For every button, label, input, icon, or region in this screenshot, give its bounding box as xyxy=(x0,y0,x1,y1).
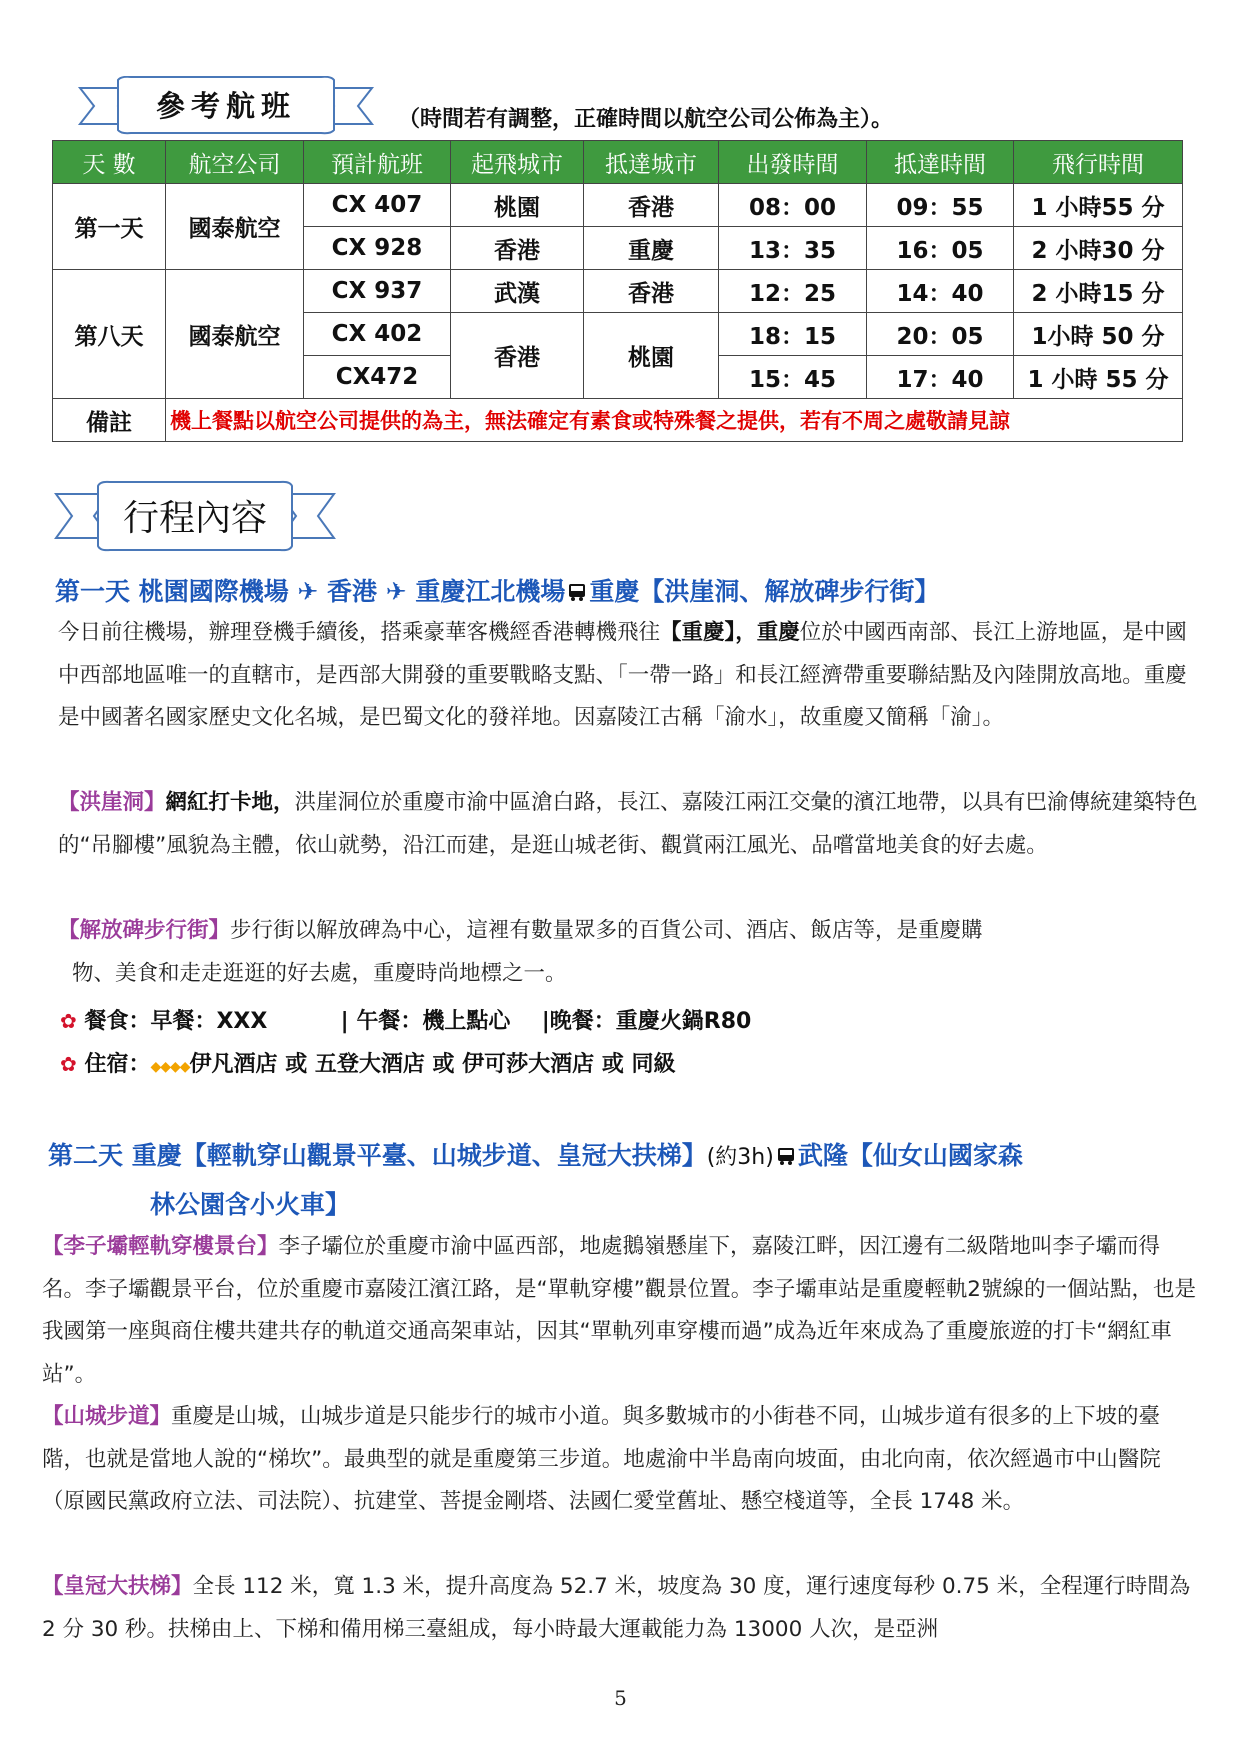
day1-intro-text: 今日前往機場，辦理登機手續後，搭乘豪華客機經香港轉機飛往 xyxy=(58,620,661,645)
to-city-cell: 重慶 xyxy=(584,227,719,270)
day2-title-destination: 武隆【仙女山國家森 xyxy=(797,1141,1023,1170)
flight-number-cell: CX 402 xyxy=(304,313,451,356)
from-city-cell: 香港 xyxy=(451,313,584,399)
meal-dinner: |晚餐：重慶火鍋R80 xyxy=(541,1009,752,1034)
day1-hongya xyxy=(58,782,1198,867)
header-cell: 航空公司 xyxy=(166,141,304,184)
depart-time-cell: 08：00 xyxy=(719,184,867,227)
day1-title-destination: 重慶【洪崖洞、解放碑步行街】 xyxy=(589,577,940,606)
table-row-remark xyxy=(53,399,1183,442)
meal-lunch: | 午餐：機上點心 xyxy=(340,1009,511,1034)
duration-cell: 2 小時30 分 xyxy=(1014,227,1183,270)
from-city-cell: 武漢 xyxy=(451,270,584,313)
flights-banner xyxy=(76,76,376,136)
day2-title-route: 第二天 重慶【輕軌穿山觀景平臺、山城步道、皇冠大扶梯】 xyxy=(48,1141,707,1170)
duration-cell: 1 小時 55 分 xyxy=(1014,356,1183,399)
page-number: 5 xyxy=(614,1686,627,1710)
flight-number-cell: CX 407 xyxy=(304,184,451,227)
duration-cell: 2 小時15 分 xyxy=(1014,270,1183,313)
header-cell: 出發時間 xyxy=(719,141,867,184)
arrive-time-cell: 20：05 xyxy=(867,313,1014,356)
to-city-cell: 桃園 xyxy=(584,313,719,399)
day1-intro xyxy=(58,612,1198,740)
arrive-time-cell: 16：05 xyxy=(867,227,1014,270)
from-city-cell: 香港 xyxy=(451,227,584,270)
jiefang-line2: 物、美食和走走逛逛的好去處，重慶時尚地標之一。 xyxy=(72,960,567,986)
flight-number-cell: CX 928 xyxy=(304,227,451,270)
header-cell: 預計航班 xyxy=(304,141,451,184)
day1-hotel xyxy=(60,1047,676,1078)
arrive-time-cell: 14：40 xyxy=(867,270,1014,313)
day2-title xyxy=(48,1136,1023,1172)
flight-table xyxy=(52,140,1183,442)
hotel-text: 伊凡酒店 或 五登大酒店 或 伊可莎大酒店 或 同級 xyxy=(189,1052,676,1077)
meal-breakfast: 餐食：早餐：XXX xyxy=(84,1009,268,1034)
header-cell: 飛行時間 xyxy=(1014,141,1183,184)
airline-cell: 國泰航空 xyxy=(166,270,304,399)
bus-icon xyxy=(567,579,587,608)
flight-number-cell: CX 937 xyxy=(304,270,451,313)
to-city-cell: 香港 xyxy=(584,270,719,313)
header-cell: 抵達時間 xyxy=(867,141,1014,184)
hotel-label: 住宿： xyxy=(84,1052,151,1077)
itinerary-banner xyxy=(54,480,336,552)
flights-note: （時間若有調整，正確時間以航空公司公佈為主）。 xyxy=(398,107,894,132)
diamond-rating-icon: ◆◆◆◆ xyxy=(150,1059,190,1075)
hongya-tag: 【洪崖洞】 xyxy=(58,790,166,815)
flower-icon: ✿ xyxy=(60,1009,77,1033)
day1-title-route: 第一天 桃園國際機場 ✈ 香港 ✈ 重慶江北機場 xyxy=(55,577,566,606)
header-cell: 抵達城市 xyxy=(584,141,719,184)
flight-table-header xyxy=(53,141,1183,184)
header-cell: 天 數 xyxy=(53,141,166,184)
header-cell: 起飛城市 xyxy=(451,141,584,184)
duration-cell: 1 小時55 分 xyxy=(1014,184,1183,227)
shancheng-text: 重慶是山城，山城步道是只能步行的城市小道。與多數城市的小街巷不同，山城步道有很多的上下坡的臺階，也就是當地人說的“梯坎”。最典型的就是重慶第三步道。地處渝中半島南向坡面，由北向南，依次經過市中山醫院（原國民黨政府立法、司法院）、抗建堂、菩提金剛塔、法國仁愛堂舊址、懸空棧道等，全長 1748 米。 xyxy=(42,1404,1161,1514)
day2-huangguan xyxy=(42,1566,1197,1651)
jiefang-line1: 步行街以解放碑為中心，這裡有數量眾多的百貨公司、酒店、飯店等，是重慶購 xyxy=(230,918,983,943)
depart-time-cell: 13：35 xyxy=(719,227,867,270)
jiefang-tag: 【解放碑步行街】 xyxy=(58,918,231,943)
lizi-text: 李子壩位於重慶市渝中區西部，地處鵝嶺懸崖下，嘉陵江畔，因江邊有二級階地叫李子壩而得名。李子壩觀景平台，位於重慶市嘉陵江濱江路，是“單軌穿樓”觀景位置。李子壩車站是重慶輕軌2號線的一個站點，也是我國第一座與商住樓共建共存的軌道交通高架車站，因其“單軌列車穿樓而過”成為近年來成為了重慶旅遊的打卡“網紅車站”。 xyxy=(42,1234,1196,1387)
hongya-text: 洪崖洞位於重慶市渝中區滄白路，長江、嘉陵江兩江交彙的濱江地帶，以具有巴渝傳統建築特色的“吊腳樓”風貌為主體，依山就勢，沿江而建，是逛山城老街、觀賞兩江風光、品嚐當地美食的好去處。 xyxy=(58,790,1198,858)
airline-cell: 國泰航空 xyxy=(166,184,304,270)
day1-title xyxy=(55,572,939,608)
flower-icon: ✿ xyxy=(60,1052,77,1076)
day1-intro-rest: 位於中國西南部、長江上游地區，是中國中西部地區唯一的直轄市，是西部大開發的重要戰略支點、「一帶一路」和長江經濟帶重要聯結點及內陸開放高地。重慶是中國著名國家歷史文化名城，是巴蜀文化的發祥地。因嘉陵江古稱「渝水」，故重慶又簡稱「渝」。 xyxy=(58,620,1187,730)
huangguan-text: 全長 112 米，寬 1.3 米，提升高度為 52.7 米，坡度為 30 度，運行速度每秒 0.75 米，全程運行時間為 2 分 30 秒。扶梯由上、下梯和備用梯三臺組成，每小時最大運載能力為 13000 人次，是亞洲 xyxy=(42,1574,1191,1642)
depart-time-cell: 15：45 xyxy=(719,356,867,399)
day2-shancheng xyxy=(42,1396,1197,1524)
day1-intro-bold: 【重慶】，重慶 xyxy=(660,620,800,645)
flight-number-cell: CX472 xyxy=(304,356,451,399)
remark-text-cell: 機上餐點以航空公司提供的為主，無法確定有素食或特殊餐之提供，若有不周之處敬請見諒 xyxy=(166,399,1183,442)
lizi-tag: 【李子壩輕軌穿樓景台】 xyxy=(42,1234,279,1259)
depart-time-cell: 12：25 xyxy=(719,270,867,313)
duration-cell: 1小時 50 分 xyxy=(1014,313,1183,356)
itinerary-banner-title: 行程內容 xyxy=(122,498,267,539)
flights-banner-title: 參考航班 xyxy=(155,89,296,123)
remark-label-cell: 備註 xyxy=(53,399,166,442)
day2-lizi xyxy=(42,1226,1197,1396)
day1-meals xyxy=(60,1004,751,1035)
arrive-time-cell: 17：40 xyxy=(867,356,1014,399)
table-row xyxy=(53,270,1183,313)
day1-jiefang xyxy=(58,910,1218,995)
day-cell: 第八天 xyxy=(53,270,166,399)
day2-title-line2: 林公園含小火車】 xyxy=(150,1190,351,1219)
from-city-cell: 桃園 xyxy=(451,184,584,227)
huangguan-tag: 【皇冠大扶梯】 xyxy=(42,1574,193,1599)
shancheng-tag: 【山城步道】 xyxy=(42,1404,172,1429)
table-row xyxy=(53,184,1183,227)
arrive-time-cell: 09：55 xyxy=(867,184,1014,227)
bus-icon xyxy=(776,1143,796,1172)
day-cell: 第一天 xyxy=(53,184,166,270)
hongya-bold: 網紅打卡地， xyxy=(165,790,295,815)
to-city-cell: 香港 xyxy=(584,184,719,227)
day2-title-duration: (約3h) xyxy=(706,1145,774,1170)
depart-time-cell: 18：15 xyxy=(719,313,867,356)
